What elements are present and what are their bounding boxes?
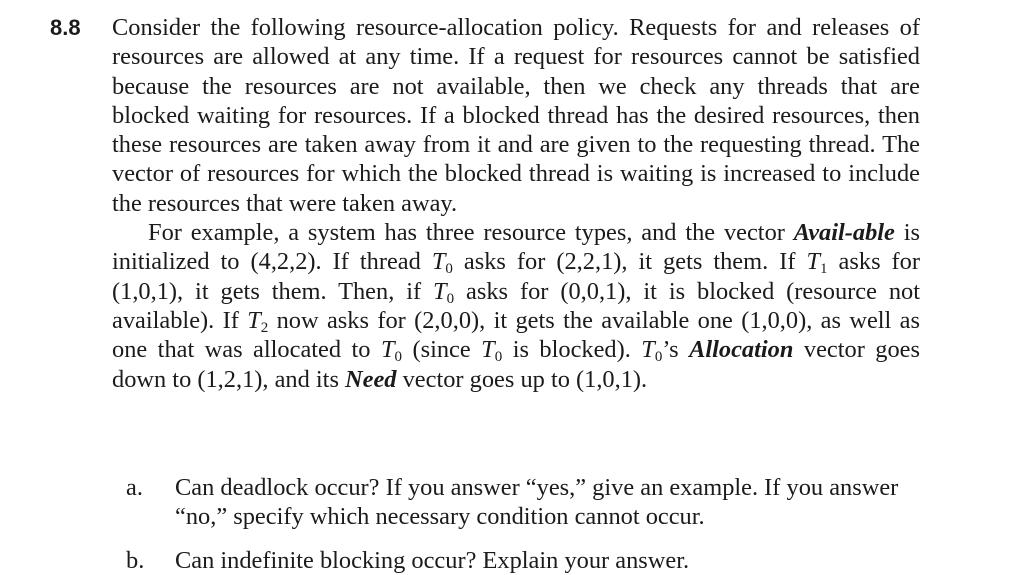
thread-t2: $T_2$ bbox=[247, 306, 269, 336]
thread-t0: $T_0$ bbox=[431, 248, 453, 278]
thread-t0: $T_0$ bbox=[481, 336, 503, 366]
problem-body bbox=[112, 13, 920, 394]
question-text: Can deadlock occur? If you answer “yes,” give an example. If you answer “no,” specify which necessary condition cannot occur. bbox=[175, 474, 899, 531]
paragraph-example: For example, a system has three resource types, and the vector Avail-able is initialized to (4,2,2). If thread $T_0$ asks for (2,2,1), it gets them. If $T_1$ asks for (1,0,1), it gets them. Then, if $T_0$ asks for (0,0,1), it is blocked (resource not available). If $T_2$ now asks for (2,0,0), it gets the available one (1,0,0), as well as one that was allocated to $T_0$ (since $T_0$ is blocked). $T_0’s$ Allocation vector goes down to (1,2,1), and its Need vector goes up to (1,0,1). bbox=[112, 219, 920, 393]
question-label: b. bbox=[126, 547, 145, 574]
problem-number: 8.8 bbox=[50, 15, 81, 40]
question-b bbox=[112, 546, 920, 575]
term-available: Avail-able bbox=[793, 219, 895, 247]
thread-t0: $T_0$ bbox=[433, 277, 455, 307]
question-label: a. bbox=[126, 474, 143, 501]
thread-t1: $T_1$ bbox=[806, 248, 828, 278]
thread-t0: $T_0$ bbox=[380, 336, 403, 366]
question-text: Can indefinite blocking occur? Explain your answer. bbox=[175, 547, 690, 574]
term-need: Need bbox=[345, 365, 397, 393]
paragraph-policy: Consider the following resource-allocation policy. Requests for and releases of resources are allowed at any time. If a request for resources cannot be satisfied because the resources are not available, then we check any threads that are blocked waiting for resources. If a blocked thread has the desired resources, then these resources are taken away from it and are given to the requesting thread. The vector of resources for which the blocked thread is waiting is increased to include the resources that were taken away. bbox=[112, 14, 920, 217]
thread-t0: $T_0$ bbox=[641, 336, 663, 366]
term-allocation: Allocation bbox=[689, 336, 794, 364]
question-a bbox=[112, 473, 920, 532]
